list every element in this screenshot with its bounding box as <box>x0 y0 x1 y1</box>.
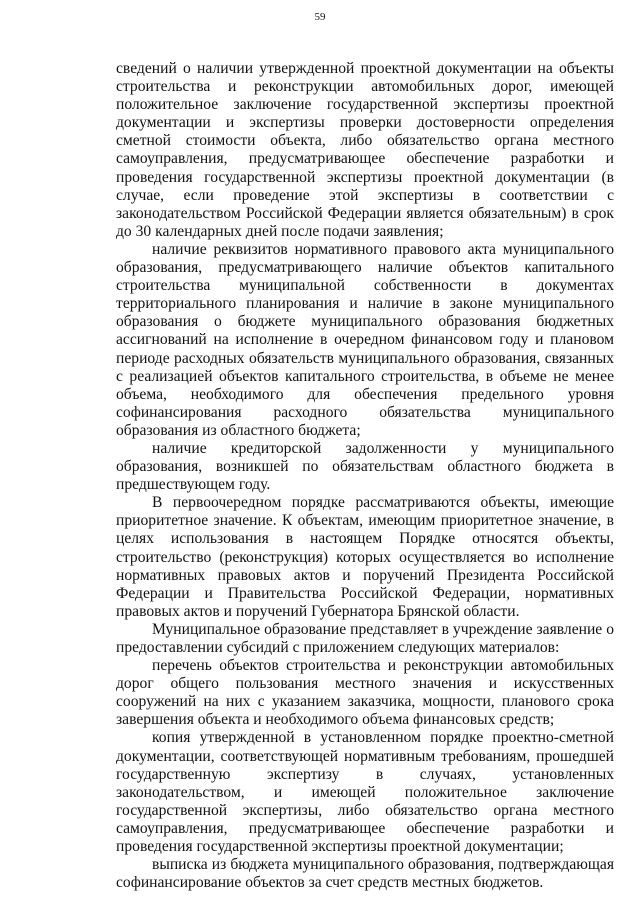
paragraph: сведений о наличии утвержденной проектной документации на объекты строительства и реконструкции автомобильных дорог, имеющей положительное заключение государственной экспертизы проектной документации и экспертизы проверки достоверности определения сметной стоимости объекта, либо обязательство органа местного самоуправления, предусматривающее обеспечение разработки и проведения государственной экспертизы проектной документации (в случае, если проведение этой экспертизы в соответствии с законодательством Российской Федерации является обязательным) в срок до 30 календарных дней после подачи заявления; <box>116 60 614 240</box>
paragraph: выписка из бюджета муниципального образования, подтверждающая софинансирование объектов за счет средств местных бюджетов. <box>116 856 614 892</box>
paragraph: наличие реквизитов нормативного правового акта муниципального образования, предусматривающего наличие объектов капитального строительства муниципальной собственности в документах территориального планирования и наличие в законе муниципального образования о бюджете муниципального образования бюджетных ассигнований на исполнение в очередном финансовом году и плановом периоде расходных обязательств муниципального образования, связанных с реализацией объектов капитального строительства, в объеме не менее объема, необходимого для обеспечения предельного уровня софинансирования расходного обязательства муниципального образования из областного бюджета; <box>116 240 614 439</box>
paragraph: перечень объектов строительства и реконструкции автомобильных дорог общего пользования местного значения и искусственных сооружений на них с указанием заказчика, мощности, планового срока завершения объекта и необходимого объема финансовых средств; <box>116 657 614 729</box>
paragraph: В первоочередном порядке рассматриваются объекты, имеющие приоритетное значение. К объектам, имеющим приоритетное значение, в целях использования в настоящем Порядке относятся объекты, строительство (реконструкция) которых осуществляется во исполнение нормативных правовых актов и поручений Президента Российской Федерации и Правительства Российской Федерации, нормативных правовых актов и поручений Губернатора Брянской области. <box>116 494 614 620</box>
paragraph: наличие кредиторской задолженности у муниципального образования, возникшей по обязательствам областного бюджета в предшествующем году. <box>116 439 614 494</box>
page-number: 59 <box>314 11 326 23</box>
paragraph: Муниципальное образование представляет в учреждение заявление о предоставлении субсидий с приложением следующих материалов: <box>116 620 614 656</box>
paragraph: копия утвержденной в установленном порядке проектно-сметной документации, соответствующей нормативным требованиям, прошедшей государственную экспертизу в случаях, установленных законодательством, и имеющей положительное заключение государственной экспертизы, либо обязательство органа местного самоуправления, предусматривающее обеспечение разработки и проведения государственной экспертизы проектной документации; <box>116 729 614 856</box>
document-body <box>116 60 614 892</box>
